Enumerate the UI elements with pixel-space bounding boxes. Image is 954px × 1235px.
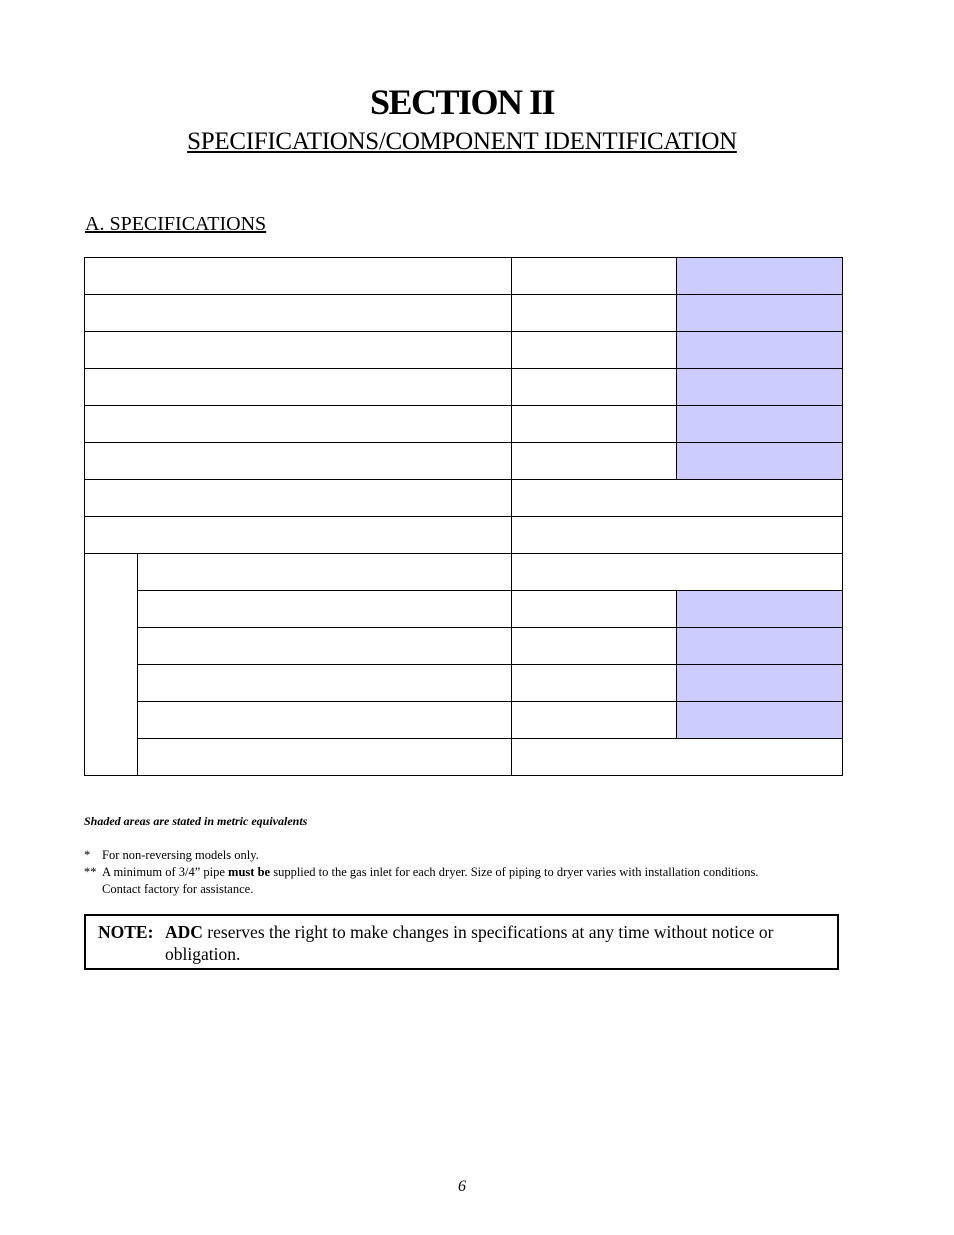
footnote-2: [84, 864, 854, 881]
metric-value-cell: [677, 332, 843, 369]
spec-label-cell: [85, 295, 512, 332]
spec-value-cell: [512, 295, 677, 332]
note-label: NOTE:: [98, 922, 154, 942]
spec-value-cell: [512, 258, 677, 295]
brand-name: ADC: [165, 922, 203, 942]
footnote-text: A minimum of 3/4” pipe must be supplied to the gas inlet for each dryer. Size of piping to dryer varies with installation conditions.: [102, 865, 759, 879]
metric-value-cell: [677, 295, 843, 332]
spec-label-cell: [138, 702, 512, 739]
metric-value-cell: [677, 443, 843, 480]
table-row: [85, 332, 843, 369]
spec-value-cell: [512, 332, 677, 369]
note-box: [84, 914, 839, 970]
spec-value-cell: [512, 702, 677, 739]
spec-value-cell: [512, 591, 677, 628]
specifications-table: [84, 257, 843, 776]
metric-value-cell: [677, 628, 843, 665]
spec-label-cell: [85, 369, 512, 406]
table-row: [85, 665, 843, 702]
spec-label-cell: [85, 258, 512, 295]
table-row: [85, 295, 843, 332]
spec-value-cell: [512, 517, 843, 554]
table-row: [85, 591, 843, 628]
spec-label-cell: [138, 628, 512, 665]
footnote-text: For non-reversing models only.: [102, 848, 259, 862]
spec-value-cell: [512, 369, 677, 406]
metric-value-cell: [677, 702, 843, 739]
table-row: [85, 628, 843, 665]
spec-label-cell: [138, 665, 512, 702]
footnote-2-continued: Contact factory for assistance.: [102, 882, 254, 896]
table-row: [85, 702, 843, 739]
shaded-areas-note: Shaded areas are stated in metric equivalents: [84, 814, 308, 828]
spec-value-cell: [512, 406, 677, 443]
footnote-mark: *: [84, 848, 91, 862]
table-row: [85, 739, 843, 776]
metric-value-cell: [677, 406, 843, 443]
spec-label-cell: [85, 406, 512, 443]
page-number: 6: [458, 1178, 466, 1195]
spec-value-cell: [512, 628, 677, 665]
spec-value-cell: [512, 554, 843, 591]
footnote-1: [84, 847, 854, 864]
spec-label-cell: [138, 739, 512, 776]
table-row: [85, 443, 843, 480]
metric-value-cell: [677, 591, 843, 628]
table-row: [85, 406, 843, 443]
spec-label-cell: [85, 480, 512, 517]
spec-label-cell: [85, 443, 512, 480]
spec-label-cell: [85, 517, 512, 554]
footnotes: [84, 847, 854, 898]
table-row: [85, 258, 843, 295]
spec-value-cell: [512, 739, 843, 776]
footnote-mark: **: [84, 865, 97, 879]
metric-value-cell: [677, 369, 843, 406]
table-row: [85, 369, 843, 406]
section-title: SECTION II: [369, 82, 555, 122]
specifications-heading: A. SPECIFICATIONS: [85, 213, 267, 235]
group-label-cell: [85, 554, 138, 776]
spec-label-cell: [138, 554, 512, 591]
table-row: [85, 554, 843, 591]
spec-label-cell: [138, 591, 512, 628]
spec-value-cell: [512, 480, 843, 517]
spec-label-cell: [85, 332, 512, 369]
section-subtitle: SPECIFICATIONS/COMPONENT IDENTIFICATION: [187, 128, 737, 155]
table-row: [85, 517, 843, 554]
metric-value-cell: [677, 258, 843, 295]
note-text: ADC reserves the right to make changes in specifications at any time without notice or obligation.: [165, 922, 774, 964]
spec-value-cell: [512, 665, 677, 702]
spec-value-cell: [512, 443, 677, 480]
metric-value-cell: [677, 665, 843, 702]
table-row: [85, 480, 843, 517]
